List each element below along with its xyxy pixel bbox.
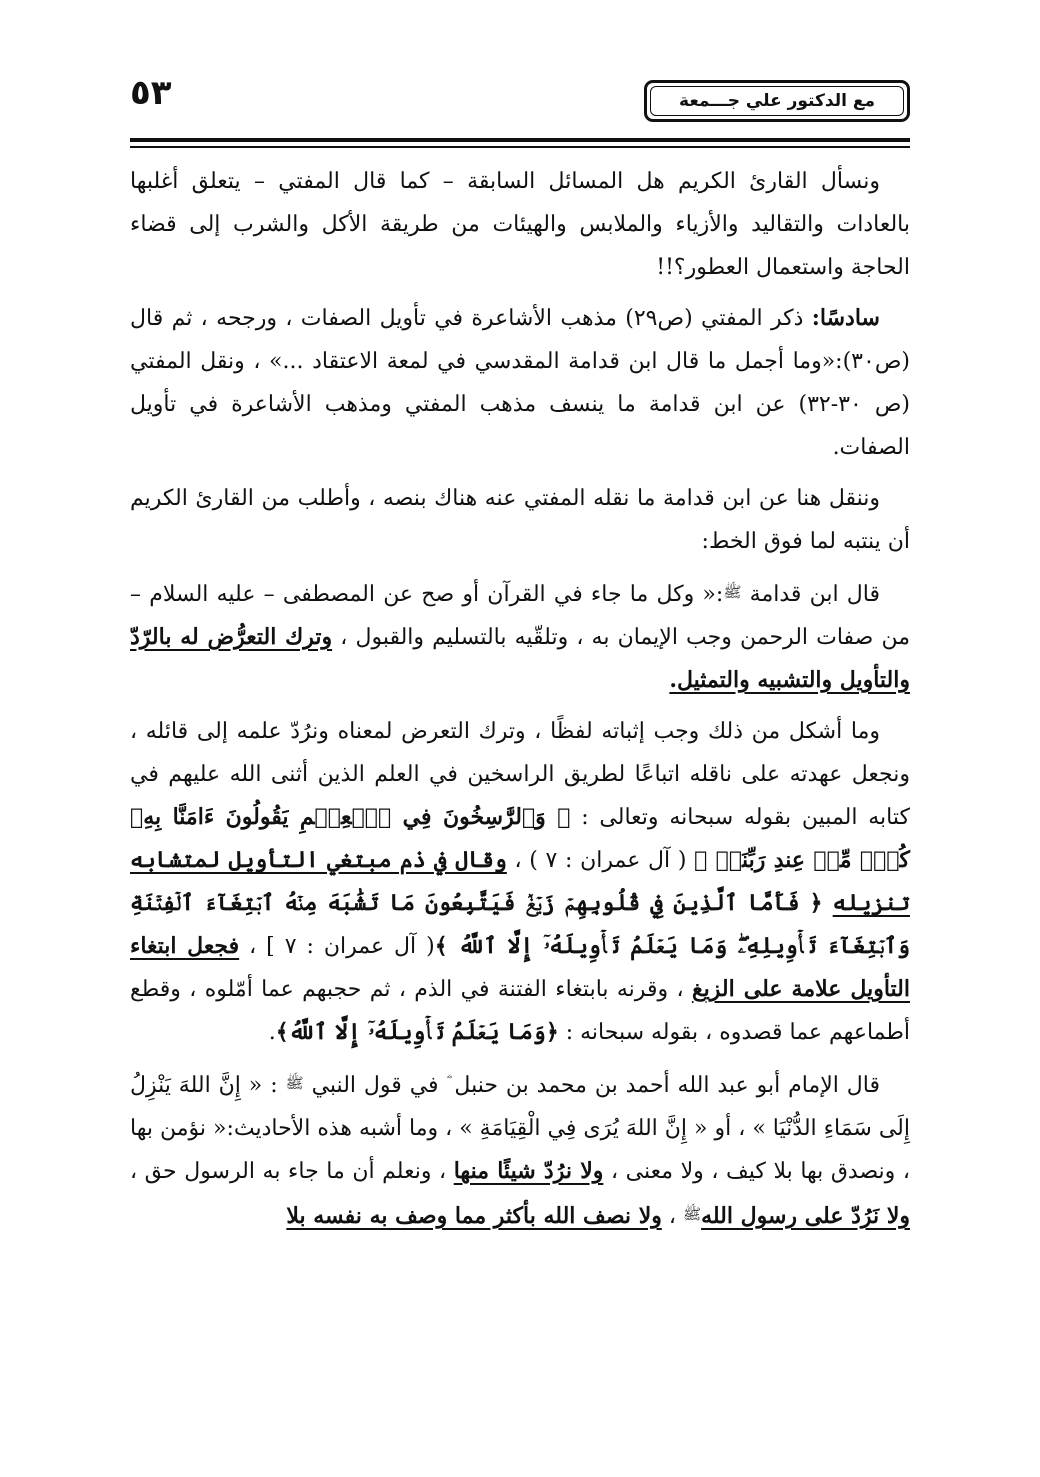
paragraph-2-label: سادسًا: [811, 305, 880, 331]
paragraph-6-text-b: في قول النبي [303, 1073, 447, 1098]
paragraph-5-text-b: ( آل عمران : ٧ ) ، [506, 848, 695, 873]
paragraph-3 [130, 477, 910, 563]
paragraph-1 [130, 160, 910, 289]
paragraph-6-text-e: ، [661, 1204, 683, 1229]
header-rule-thin [130, 146, 910, 148]
paragraph-6 [130, 1062, 910, 1238]
underlined-phrase: فجعل ابتغاء التأويل علامة على الزيغ [130, 933, 910, 1002]
paragraph-3-text: وننقل هنا عن ابن قدامة ما نقله المفتي عنه هناك بنصه ، وأطلب من القارئ الكريم أن ينتبه لما فوق الخط: [130, 486, 910, 554]
quran-verse-3: ﴿وَمَا يَعۡلَمُ تَأۡوِيلَهُۥٓ إِلَّا ٱللَّهُ﴾ [275, 1019, 559, 1045]
underlined-phrase: ولا نَرُدّ على رسول الله [701, 1203, 910, 1229]
running-title-frame [644, 80, 910, 122]
quran-verse-2: ﴿ فَأَمَّا ٱلَّذِينَ فِي قُلُوبِهِمۡ زَيۡغٞ فَيَتَّبِعُونَ مَا تَشَٰبَهَ مِنۡهُ ٱبۡتِغَآءَ ٱلۡفِتۡنَةِ وَٱبۡتِغَآءَ تَأۡوِيلِهِۦۖ وَمَا يَعۡلَمُ تَأۡوِيلَهُۥٓ إِلَّا ٱللَّهُ ﴾ [130, 890, 911, 959]
running-title: مع الدكتور علي جـــمعة [679, 91, 875, 111]
underlined-phrase: وترك التعرُّض له بالرّدّ والتأويل والتشبيه والتمثيل. [130, 624, 910, 693]
paragraph-5 [130, 710, 910, 1054]
paragraph-1-text: ونسأل القارئ الكريم هل المسائل السابقة – كما قال المفتي – يتعلق أغلبها بالعادات والتقاليد والأزياء والملابس والهيئات من طريقة الأكل والشرب إلى قضاء الحاجة واستعمال العطور؟!! [130, 169, 910, 280]
body-text [130, 160, 910, 1246]
honorific-symbol: ﷺ [682, 1205, 702, 1223]
paragraph-5-text-e: . [268, 1020, 276, 1045]
page-header [130, 73, 910, 130]
paragraph-4-text-a: قال ابن قدامة [741, 582, 880, 607]
page-number: ٥٣ [130, 73, 172, 113]
paragraph-2-text: ذكر المفتي (ص٢٩) مذهب الأشاعرة في تأويل الصفات ، ورجحه ، ثم قال (ص٣٠):«وما أجمل ما قال ابن قدامة المقدسي في لمعة الاعتقاد ...» ، ونقل المفتي (ص ٣٠-٣٢) عن ابن قدامة ما ينسف مذهب المفتي ومذهب الأشاعرة في تأويل الصفات. [130, 306, 910, 460]
paragraph-4 [130, 571, 910, 702]
paragraph-5-text-c: ( آل عمران : ٧ ] ، [239, 934, 435, 959]
paragraph-5-text-d: ، وقرنه بابتغاء الفتنة في الذم ، ثم حجبهم عما أمّلوه ، وقطع أطماعهم عما قصدوه ، بقوله سبحانه : [130, 977, 910, 1045]
underlined-phrase: ولا نصف الله بأكثر مما وصف به نفسه بلا [286, 1203, 662, 1229]
header-rule-thick [130, 138, 910, 142]
paragraph-6-text-a: قال الإمام أبو عبد الله أحمد بن محمد بن حنبل [446, 1073, 880, 1098]
quran-verse-1: ﴿ وَٱلرَّٰسِخُونَ فِي ٱلۡعِلۡمِ يَقُولُونَ ءَامَنَّا بِهِۦ كُلّٞ مِّنۡ عِندِ رَبِّنَاۗ ﴾ [130, 804, 910, 873]
underlined-phrase: ولا نرُدّ شيئًا منها [453, 1158, 604, 1184]
paragraph-6-text-c: : « إِنَّ اللهَ يَنْزِلُ إِلَى سَمَاءِ الدُّنْيَا » ، أو « إِنَّ اللهَ يُرَى فِي الْقِيَامَةِ » ، وما أشبه هذه الأحاديث:« نؤمن بها ، ونصدق بها بلا كيف ، ولا معنى ، [130, 1073, 910, 1184]
honorific-symbol: ﷺ [285, 1074, 304, 1092]
honorific-symbol: ﷺ [723, 583, 742, 601]
underlined-phrase: وقال في ذم مبتغي التأويل لمتشابه تنزيله [130, 847, 910, 916]
paragraph-4-text-b: :« وكل ما جاء في القرآن أو صح عن المصطفى – عليه السلام – من صفات الرحمن وجب الإيمان به ، وتلقّيه بالتسليم والقبول ، [130, 582, 911, 650]
paragraph-5-text-a: وما أشكل من ذلك وجب إثباته لفظًا ، وترك التعرض لمعناه ونرُدّ علمه إلى قائله ، ونجعل عهدته على ناقله اتباعًا لطريق الراسخين في العلم الذين أثنى الله عليهم في كتابه المبين بقوله سبحانه وتعالى : [130, 719, 910, 830]
paragraph-2 [130, 297, 910, 469]
paragraph-6-text-d: ، ونعلم أن ما جاء به الرسول حق ، [130, 1159, 454, 1184]
